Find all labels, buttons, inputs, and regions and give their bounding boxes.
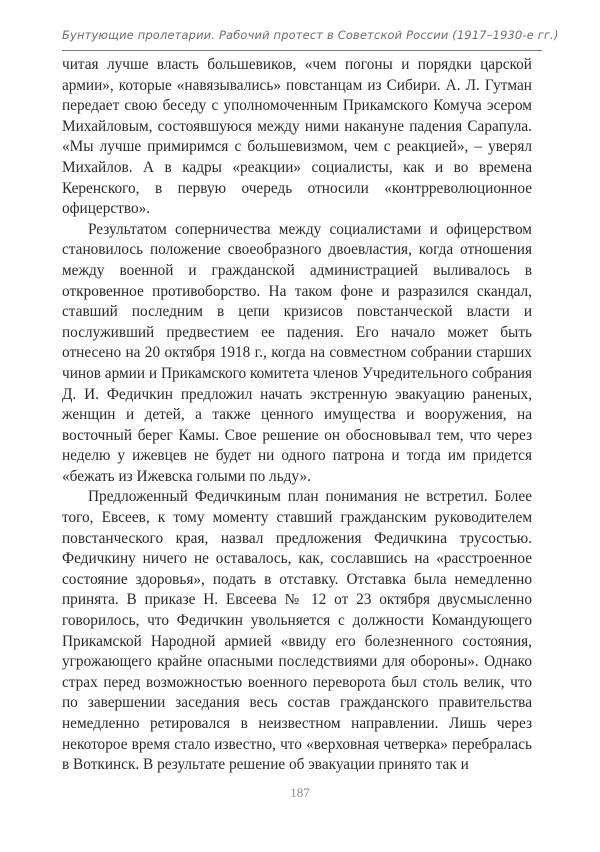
paragraph-3: Предложенный Федичкиным план понимания не встретил. Более того, Евсеев, к тому моменту ставший гражданским руководителем повстанческого края, назвал предложения Федичкина трусостью. Федичкину ничего не оставалось, как, сославшись на «расстроенное состояние здоровья», подать в отставку. Отставка была немедленно принята. В приказе Н. Евсеева № 12 от 23 октября двусмысленно говорилось, что Федичкин увольняется с должности Командующего Прикамской Народной армией «ввиду его болезненного состояния, угрожающего крайне опасными последствиями для обороны». Однако страх перед возможностью военного переворота был столь велик, что по завершении заседания весь состав гражданского правительства немедленно ретировался в неизвестном направлении. Лишь через некоторое время стало известно, что «верховная четверка» перебралась в Воткинск. В результате решение об эвакуации принято так и: [62, 488, 532, 774]
running-head: Бунтующие пролетарии. Рабочий протест в Советской России (1917–1930-е гг.): [62, 24, 542, 51]
paragraph-2: Результатом соперничества между социалистами и офицерством становилось положение своеобразного двоевластия, когда отношения между военной и гражданской администрацией выливалось в откровенное противоборство. На таком фоне и разразился скандал, ставший последним в цепи кризисов повстанческой власти и послуживший предвестием ее падения. Его начало может быть отнесено на 20 октября 1918 г., когда на совместном собрании старших чинов армии и Прикамского комитета членов Учредительного собрания Д. И. Федичкин предложил начать экстренную эвакуацию раненых, женщин и детей, а также ценного имущества и вооружения, на восточный берег Камы. Свое решение он обосновывал тем, что через неделю у ижевцев не будет ни одного патрона и тогда им придется «бежать из Ижевска голыми по льду».: [62, 220, 532, 485]
body-text: [62, 55, 532, 776]
paragraph-1: читая лучше власть большевиков, «чем погоны и порядки царской армии», которые «навязывались» повстанцам из Сибири. А. Л. Гутман передает свою беседу с уполномоченным Прикамского Комуча эсером Михайловым, состоявшуюся между ними накануне падения Сарапула. «Мы лучше примиримся с большевизмом, чем с реакцией», – уверял Михайлов. А в кадры «реакции» социалисты, как и во времена Керенского, в первую очередь относили «контрреволюционное офицерство».: [62, 56, 532, 218]
page-number: 187: [290, 785, 310, 800]
